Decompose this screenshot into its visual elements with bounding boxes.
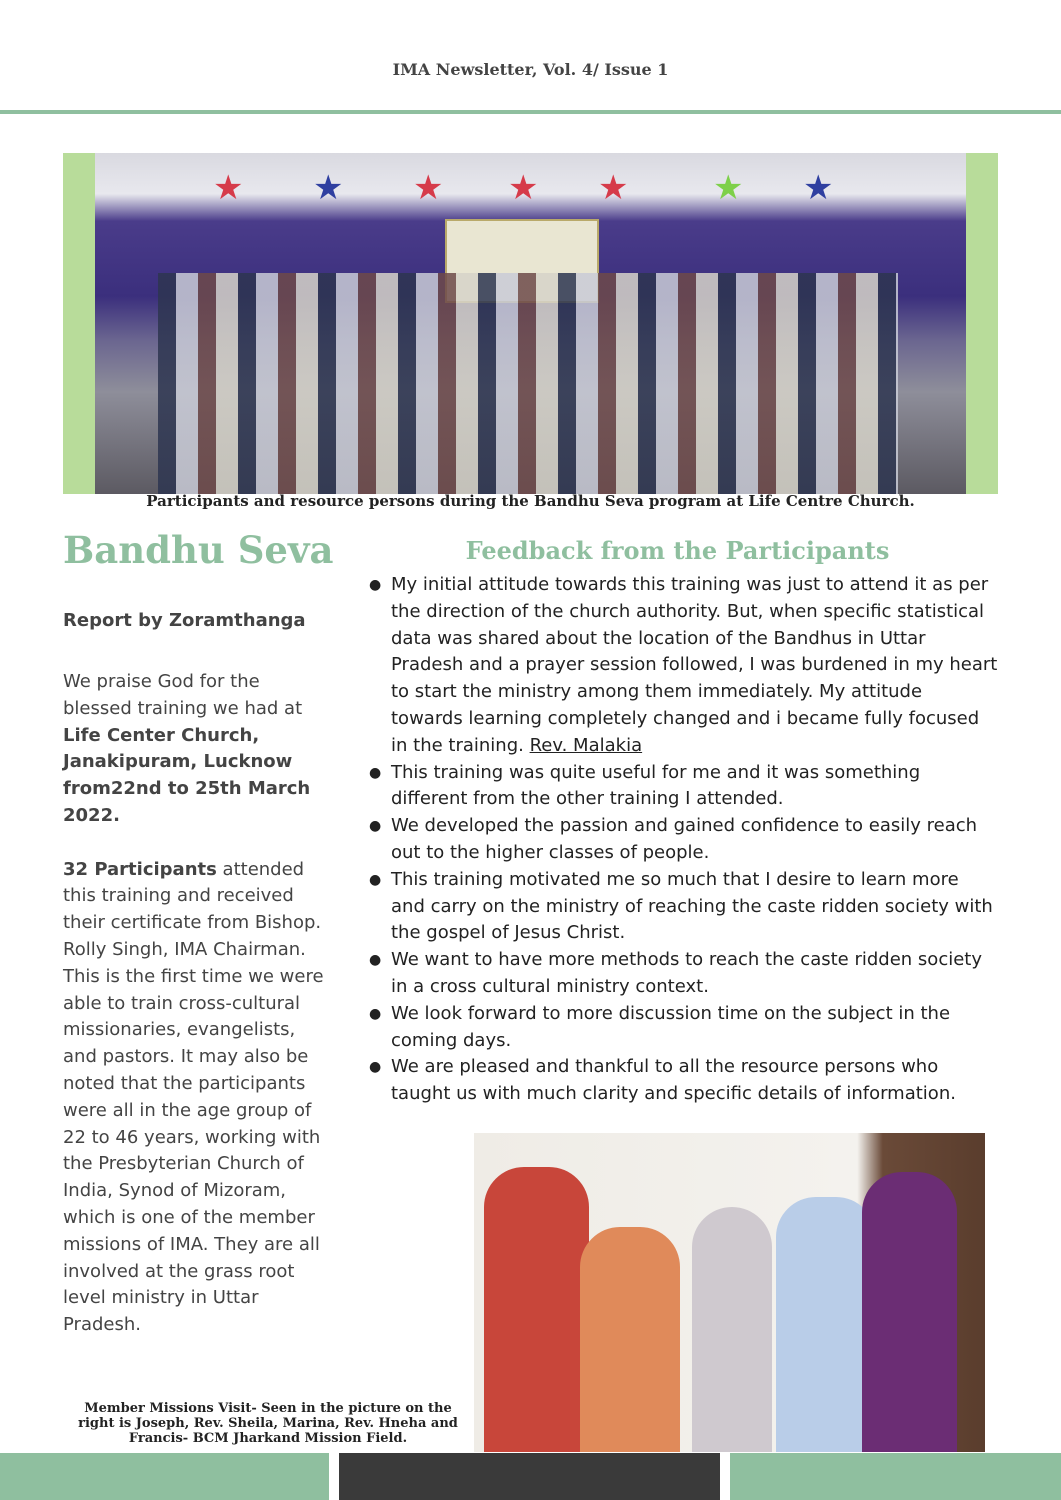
feedback-text: My initial attitude towards this training was just to attend it as per the direction of the church authority. But, when specific statistical data was shared about the location of the Bandhus in Uttar Pradesh and a prayer session followed, I was burdened in my heart to start the ministry among them immediately. My attitude towards learning completely changed and i became fully focused in the training. (391, 574, 998, 756)
feedback-item (366, 1054, 998, 1108)
visit-photo (474, 1133, 985, 1452)
star-decoration-icon: ★ (213, 168, 244, 208)
paragraph-text: attended this training and received their certificate from Bishop. Rolly Singh, IMA Chairman. This is the first time we were able to train cross-cultural missionaries, evangelists, and pastors. It may also be noted that the participants were all in the age group of 22 to 46 years, working with the Presbyterian Church of India, Synod of Mizoram, which is one of the member missions of IMA. They are all involved at the grass root level ministry in Uttar Pradesh. (63, 858, 324, 1336)
star-decoration-icon: ★ (413, 168, 444, 208)
bullet-icon: ● (369, 871, 382, 888)
visit-photo-caption: Member Missions Visit- Seen in the picture on the right is Joseph, Rev. Sheila, Marina, Rev. Hneha and Francis- BCM Jharkand Mission Field. (78, 1401, 458, 1446)
feedback-list (366, 572, 998, 1108)
feedback-text: We developed the passion and gained confidence to easily reach out to the higher classes of people. (391, 815, 978, 863)
person-figure (776, 1197, 876, 1452)
event-details: Life Center Church, Janakipuram, Lucknow from22nd to 25th March 2022. (63, 724, 311, 826)
star-decoration-icon: ★ (313, 168, 344, 208)
paragraph-text: We praise God for the blessed training we had at (63, 671, 303, 719)
feedback-item (366, 813, 998, 867)
feedback-text: We want to have more methods to reach the caste ridden society in a cross cultural ministry context. (391, 949, 982, 997)
feedback-text: We are pleased and thankful to all the resource persons who taught us with much clarity and specific details of information. (391, 1056, 956, 1105)
article-byline: Report by Zoramthanga (63, 610, 306, 631)
photo-edge-right (966, 153, 998, 494)
feedback-text: This training motivated me so much that I desire to learn more and carry on the ministry of reaching the caste ridden society with the gospel of Jesus Christ. (391, 868, 993, 944)
feedback-item (366, 1001, 998, 1055)
feedback-text: This training was quite useful for me and it was something different from the other training I attended. (391, 761, 921, 810)
footer-bar-left (0, 1453, 329, 1500)
article-body (63, 669, 331, 1339)
article-paragraph (63, 857, 331, 1339)
bullet-icon: ● (369, 577, 382, 593)
feedback-text: We look forward to more discussion time on the subject in the coming days. (391, 1002, 951, 1051)
bullet-icon: ● (369, 764, 382, 781)
feedback-item (366, 760, 998, 814)
person-figure (692, 1207, 772, 1452)
footer-bar-right (730, 1453, 1061, 1500)
person-figure (862, 1172, 957, 1452)
feedback-item (366, 947, 998, 1001)
feedback-title: Feedback from the Participants (465, 536, 890, 565)
star-decoration-icon: ★ (713, 168, 744, 208)
article-paragraph (63, 669, 331, 830)
article-title: Bandhu Seva (63, 528, 334, 572)
bullet-icon: ● (369, 952, 382, 969)
feedback-item (366, 572, 998, 760)
header-divider (0, 110, 1061, 114)
star-decoration-icon: ★ (803, 168, 834, 208)
newsletter-title: IMA Newsletter, Vol. 4/ Issue 1 (392, 60, 669, 79)
group-photo (63, 153, 998, 494)
group-photo-caption: Participants and resource persons during the Bandhu Seva program at Life Centre Church. (146, 492, 915, 510)
feedback-author: Rev. Malakia (529, 734, 643, 756)
footer-bar-middle (339, 1453, 720, 1500)
feedback-item (366, 867, 998, 947)
bullet-icon: ● (369, 1059, 382, 1076)
bullet-icon: ● (369, 1005, 382, 1022)
participant-count: 32 Participants (63, 858, 217, 880)
participants-group (158, 273, 898, 494)
photo-edge-left (63, 153, 95, 494)
star-decoration-icon: ★ (508, 168, 539, 208)
paragraph-gap (63, 830, 331, 857)
person-figure (484, 1167, 589, 1452)
star-decoration-icon: ★ (598, 168, 629, 208)
bullet-icon: ● (369, 818, 382, 835)
person-figure (580, 1227, 680, 1452)
